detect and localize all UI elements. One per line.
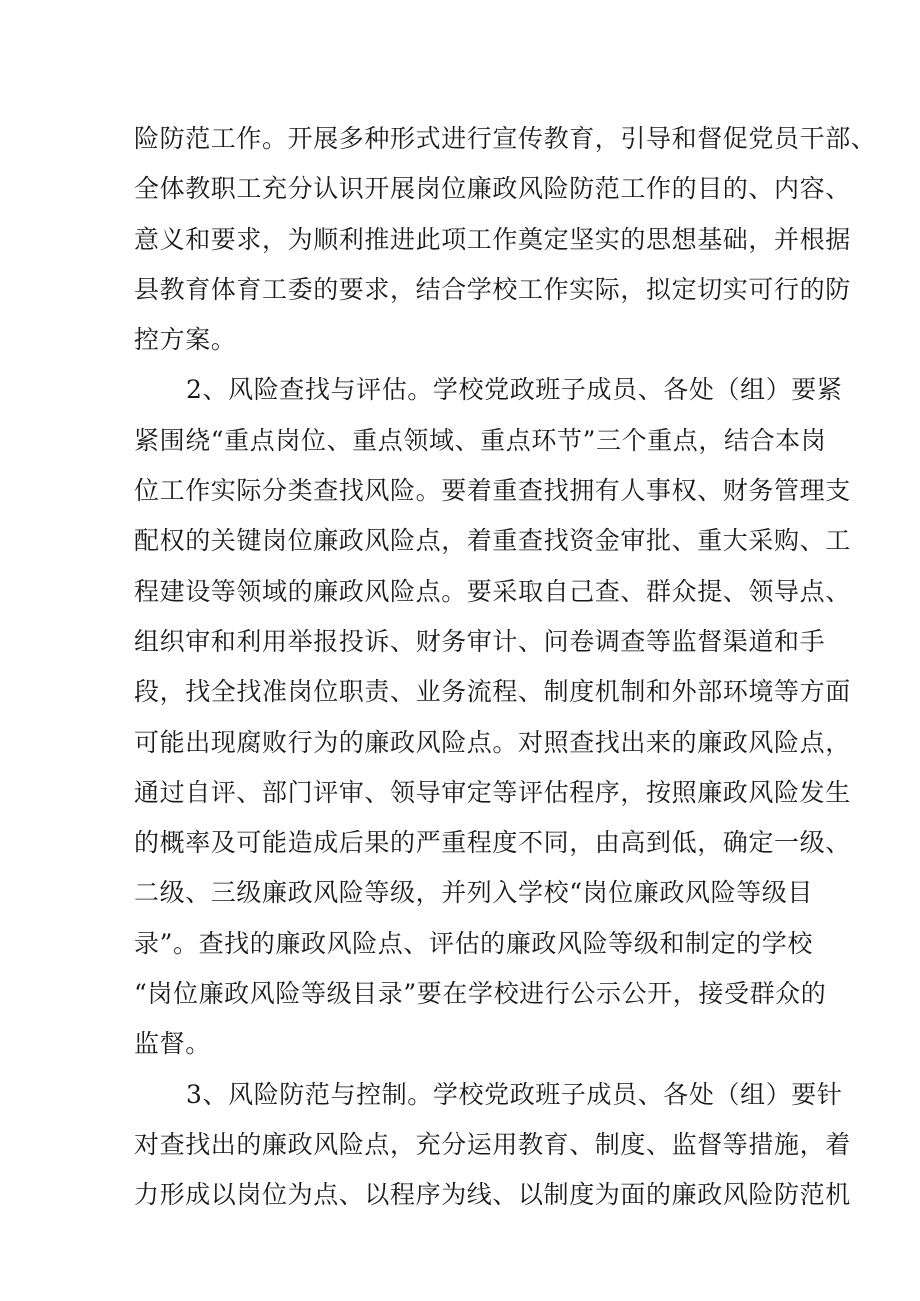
text-line: 录”。查找的廉政风险点、评估的廉政风险等级和制定的学校 (134, 928, 813, 958)
text-line: 控方案。 (134, 325, 237, 355)
text-line: 通过自评、部门评审、领导审定等评估程序，按照廉政风险发生 (134, 777, 851, 807)
text-line: 监督。 (134, 1029, 211, 1059)
text-line: “岗位廉政风险等级目录”要在学校进行公示公开，接受群众的 (134, 979, 827, 1009)
text-line: 县教育体育工委的要求，结合学校工作实际，拟定切实可行的防 (134, 274, 851, 304)
paragraph-start-line: 3、风险防范与控制。学校党政班子成员、各处（组）要针 (186, 1079, 843, 1109)
text-line: 全体教职工充分认识开展岗位廉政风险防范工作的目的、内容、 (134, 174, 851, 204)
paragraph-start-line: 2、风险查找与评估。学校党政班子成员、各处（组）要紧 (186, 375, 843, 405)
text-line: 对查找出的廉政风险点，充分运用教育、制度、监督等措施，着 (134, 1129, 851, 1159)
text-line: 意义和要求，为顺利推进此项工作奠定坚实的思想基础，并根据 (134, 224, 851, 254)
text-line: 紧围绕“重点岗位、重点领域、重点环节”三个重点，结合本岗 (134, 425, 827, 455)
text-line: 力形成以岗位为点、以程序为线、以制度为面的廉政风险防范机 (134, 1180, 851, 1210)
text-line: 可能出现腐败行为的廉政风险点。对照查找出来的廉政风险点， (134, 727, 851, 757)
text-line: 二级、三级廉政风险等级，并列入学校“岗位廉政风险等级目 (134, 878, 813, 908)
text-line: 的概率及可能造成后果的严重程度不同，由高到低，确定一级、 (134, 828, 851, 858)
text-line: 程建设等领域的廉政风险点。要采取自己查、群众提、领导点、 (134, 576, 851, 606)
text-line: 组织审和利用举报投诉、财务审计、问卷调查等监督渠道和手 (134, 626, 826, 656)
text-line: 配权的关键岗位廉政风险点，着重查找资金审批、重大采购、工 (134, 526, 851, 556)
text-line: 位工作实际分类查找风险。要着重查找拥有人事权、财务管理支 (134, 476, 851, 506)
document-body (0, 114, 920, 1221)
text-line: 险防范工作。开展多种形式进行宣传教育，引导和督促党员干部、 (134, 124, 877, 153)
text-line: 段，找全找准岗位职责、业务流程、制度机制和外部环境等方面 (134, 677, 851, 707)
